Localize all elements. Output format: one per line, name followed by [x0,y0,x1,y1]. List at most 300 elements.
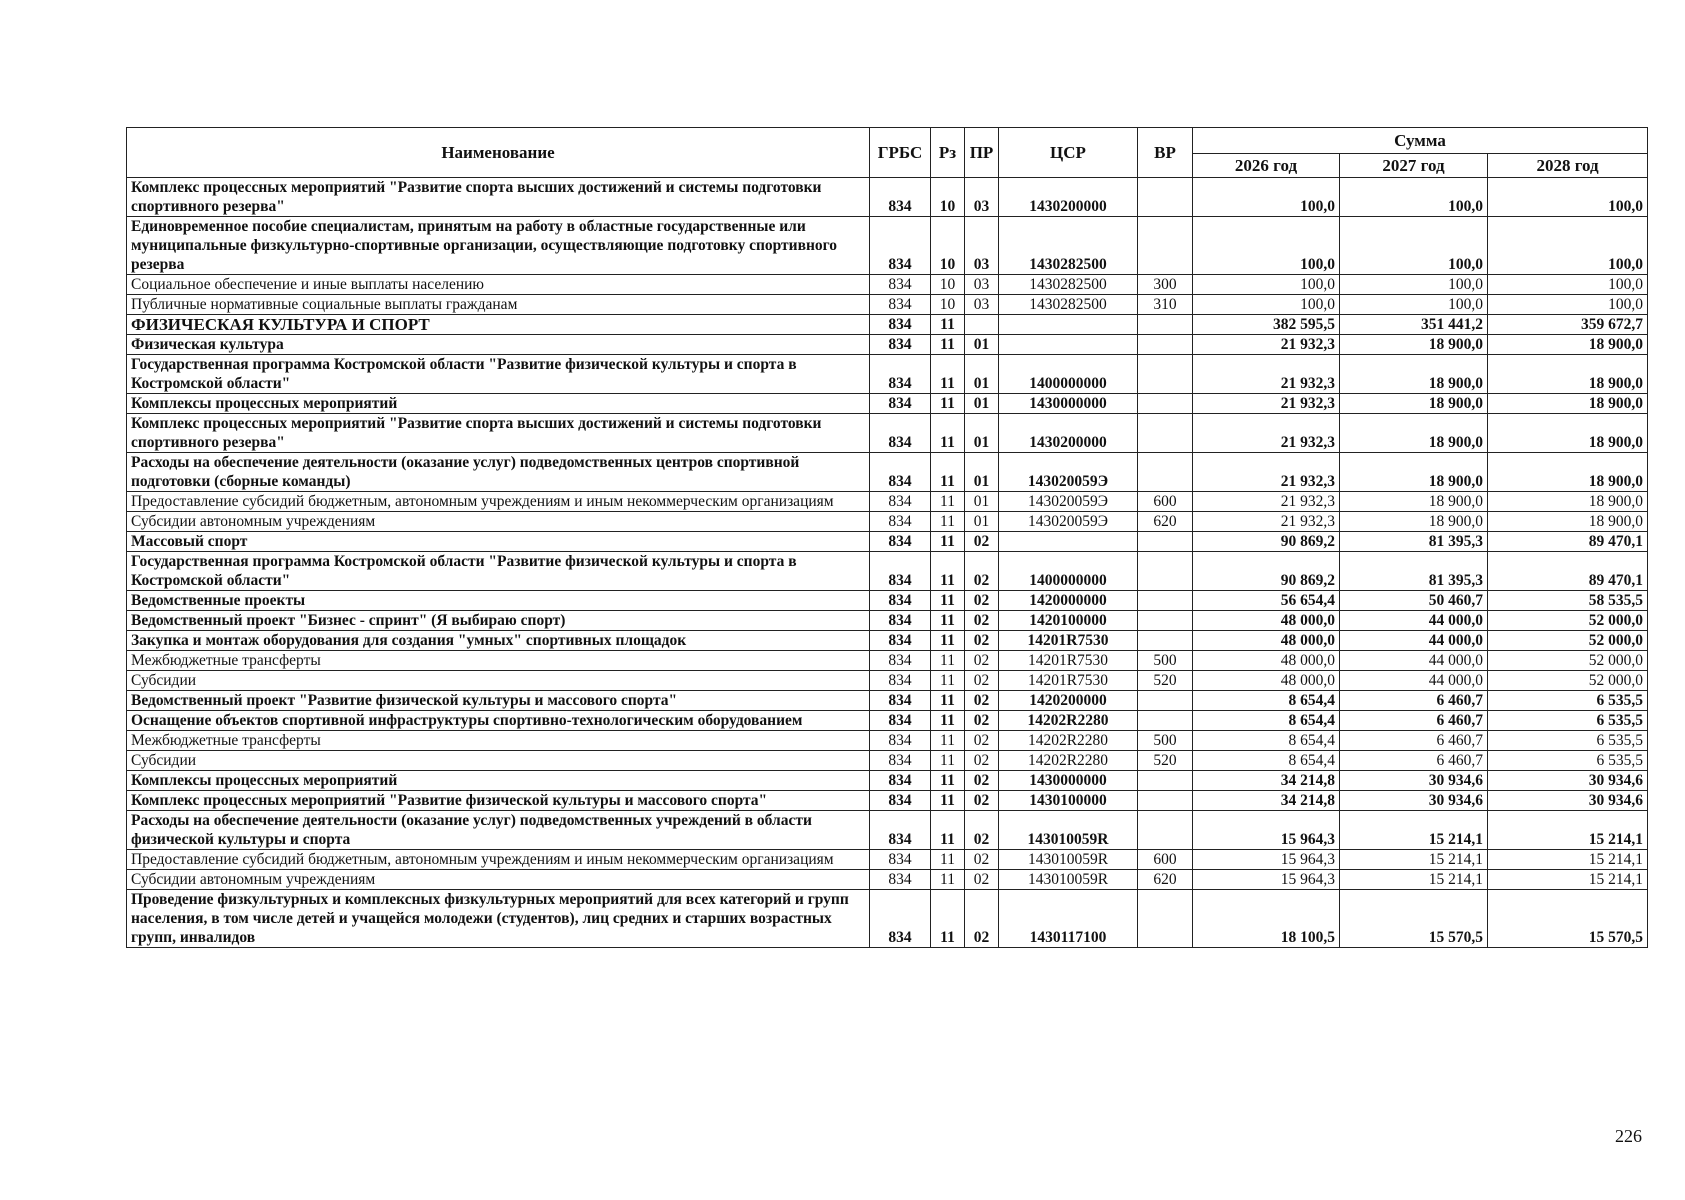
table-row [127,315,1648,335]
cell-2027: 100,0 [1340,178,1488,217]
table-row [127,850,1648,870]
cell-name: Субсидии [127,671,870,691]
cell-2027: 81 395,3 [1340,552,1488,591]
cell-csr: 1430282500 [999,275,1138,295]
cell-csr: 1430200000 [999,414,1138,453]
table-row [127,217,1648,275]
cell-csr: 143020059Э [999,453,1138,492]
cell-2026: 8 654,4 [1193,731,1340,751]
header-vr: ВР [1138,128,1193,178]
cell-rz: 11 [931,731,965,751]
cell-pr: 02 [965,671,999,691]
cell-name: Оснащение объектов спортивной инфраструктуры спортивно-технологическим оборудованием [127,711,870,731]
cell-rz: 10 [931,178,965,217]
cell-2027: 15 214,1 [1340,850,1488,870]
cell-csr: 14202R2280 [999,731,1138,751]
header-sum: Сумма [1193,128,1648,154]
cell-pr: 02 [965,711,999,731]
cell-grbs: 834 [870,611,931,631]
cell-2027: 100,0 [1340,295,1488,315]
header-2026: 2026 год [1193,154,1340,178]
table-row [127,711,1648,731]
table-row [127,335,1648,355]
cell-grbs: 834 [870,394,931,414]
cell-pr: 02 [965,870,999,890]
cell-rz: 11 [931,552,965,591]
table-row [127,611,1648,631]
cell-pr: 02 [965,552,999,591]
cell-pr: 01 [965,335,999,355]
cell-2028: 58 535,5 [1488,591,1648,611]
cell-grbs: 834 [870,791,931,811]
cell-grbs: 834 [870,178,931,217]
cell-rz: 11 [931,492,965,512]
cell-2028: 100,0 [1488,295,1648,315]
cell-2027: 81 395,3 [1340,532,1488,552]
cell-rz: 11 [931,315,965,335]
cell-csr: 14201R7530 [999,671,1138,691]
cell-pr: 02 [965,532,999,552]
cell-rz: 11 [931,711,965,731]
cell-pr: 02 [965,591,999,611]
cell-name: Комплекс процессных мероприятий "Развитие физической культуры и массового спорта" [127,791,870,811]
cell-2027: 6 460,7 [1340,751,1488,771]
cell-rz: 11 [931,453,965,492]
cell-2028: 89 470,1 [1488,532,1648,552]
cell-rz: 11 [931,850,965,870]
cell-rz: 11 [931,771,965,791]
cell-vr [1138,771,1193,791]
cell-2026: 21 932,3 [1193,394,1340,414]
cell-csr: 1430000000 [999,394,1138,414]
table-row [127,631,1648,651]
cell-2028: 18 900,0 [1488,414,1648,453]
cell-pr: 02 [965,691,999,711]
cell-2028: 89 470,1 [1488,552,1648,591]
cell-vr [1138,394,1193,414]
cell-2026: 15 964,3 [1193,811,1340,850]
cell-grbs: 834 [870,335,931,355]
table-row [127,870,1648,890]
cell-csr: 1430117100 [999,890,1138,948]
cell-2027: 15 570,5 [1340,890,1488,948]
cell-name: Комплексы процессных мероприятий [127,394,870,414]
cell-pr: 03 [965,275,999,295]
cell-name: Закупка и монтаж оборудования для создания "умных" спортивных площадок [127,631,870,651]
cell-2027: 30 934,6 [1340,771,1488,791]
table-row [127,811,1648,850]
cell-2026: 100,0 [1193,275,1340,295]
cell-pr: 01 [965,492,999,512]
cell-grbs: 834 [870,315,931,335]
cell-csr: 1430000000 [999,771,1138,791]
cell-2026: 34 214,8 [1193,771,1340,791]
cell-name: Единовременное пособие специалистам, принятым на работу в областные государственные или муниципальные физкультурно-спортивные организации, осуществляющие подготовку спортивного резерва [127,217,870,275]
cell-2026: 21 932,3 [1193,355,1340,394]
table-row [127,751,1648,771]
cell-2026: 21 932,3 [1193,335,1340,355]
cell-name: ФИЗИЧЕСКАЯ КУЛЬТУРА И СПОРТ [127,315,870,335]
cell-vr [1138,552,1193,591]
table-row [127,591,1648,611]
cell-csr: 1400000000 [999,552,1138,591]
cell-2027: 100,0 [1340,217,1488,275]
cell-name: Субсидии автономным учреждениям [127,870,870,890]
cell-grbs: 834 [870,731,931,751]
cell-2028: 52 000,0 [1488,611,1648,631]
cell-rz: 10 [931,295,965,315]
cell-pr: 02 [965,850,999,870]
header-grbs: ГРБС [870,128,931,178]
cell-2026: 382 595,5 [1193,315,1340,335]
cell-2027: 18 900,0 [1340,512,1488,532]
cell-2028: 15 214,1 [1488,811,1648,850]
cell-grbs: 834 [870,850,931,870]
cell-csr: 143010059R [999,850,1138,870]
cell-name: Межбюджетные трансферты [127,651,870,671]
cell-pr: 03 [965,217,999,275]
cell-pr: 02 [965,751,999,771]
cell-2026: 15 964,3 [1193,870,1340,890]
cell-rz: 11 [931,355,965,394]
cell-grbs: 834 [870,552,931,591]
cell-2026: 48 000,0 [1193,631,1340,651]
cell-2027: 44 000,0 [1340,631,1488,651]
cell-2026: 21 932,3 [1193,453,1340,492]
cell-grbs: 834 [870,751,931,771]
cell-2028: 18 900,0 [1488,512,1648,532]
cell-pr: 01 [965,414,999,453]
header-rz: Рз [931,128,965,178]
cell-name: Комплекс процессных мероприятий "Развитие спорта высших достижений и системы подготовки спортивного резерва" [127,178,870,217]
cell-2027: 50 460,7 [1340,591,1488,611]
cell-rz: 11 [931,691,965,711]
cell-rz: 11 [931,631,965,651]
table-row [127,771,1648,791]
cell-name: Комплексы процессных мероприятий [127,771,870,791]
cell-pr: 02 [965,631,999,651]
cell-vr [1138,453,1193,492]
cell-2028: 6 535,5 [1488,751,1648,771]
cell-pr: 02 [965,791,999,811]
cell-csr: 1430282500 [999,295,1138,315]
cell-2028: 18 900,0 [1488,355,1648,394]
cell-vr [1138,217,1193,275]
cell-csr [999,335,1138,355]
cell-csr: 143020059Э [999,492,1138,512]
cell-name: Проведение физкультурных и комплексных физкультурных мероприятий для всех категорий и групп населения, в том числе детей и учащейся молодежи (студентов), лиц средних и старших возрастных групп, инвалидов [127,890,870,948]
table-row [127,295,1648,315]
cell-grbs: 834 [870,492,931,512]
cell-2027: 18 900,0 [1340,453,1488,492]
table-row [127,532,1648,552]
cell-grbs: 834 [870,711,931,731]
cell-pr: 02 [965,731,999,751]
cell-csr: 14201R7530 [999,631,1138,651]
cell-2027: 18 900,0 [1340,394,1488,414]
table-row [127,414,1648,453]
cell-2027: 44 000,0 [1340,651,1488,671]
cell-2027: 15 214,1 [1340,870,1488,890]
cell-vr [1138,631,1193,651]
cell-2026: 21 932,3 [1193,414,1340,453]
cell-2027: 100,0 [1340,275,1488,295]
cell-csr: 1420100000 [999,611,1138,631]
cell-rz: 10 [931,217,965,275]
cell-2027: 15 214,1 [1340,811,1488,850]
table-row [127,512,1648,532]
cell-rz: 11 [931,532,965,552]
header-csr: ЦСР [999,128,1138,178]
cell-2028: 15 214,1 [1488,850,1648,870]
cell-vr [1138,414,1193,453]
cell-rz: 11 [931,611,965,631]
cell-grbs: 834 [870,671,931,691]
cell-csr: 1430200000 [999,178,1138,217]
cell-2027: 6 460,7 [1340,731,1488,751]
cell-2027: 6 460,7 [1340,691,1488,711]
table-row [127,890,1648,948]
table-row [127,275,1648,295]
cell-vr: 500 [1138,651,1193,671]
cell-csr: 1430100000 [999,791,1138,811]
cell-2026: 90 869,2 [1193,552,1340,591]
cell-pr: 03 [965,295,999,315]
cell-2028: 6 535,5 [1488,731,1648,751]
cell-grbs: 834 [870,355,931,394]
cell-rz: 11 [931,890,965,948]
cell-csr: 14202R2280 [999,751,1138,771]
cell-vr [1138,711,1193,731]
cell-grbs: 834 [870,870,931,890]
cell-2026: 48 000,0 [1193,611,1340,631]
table-row [127,791,1648,811]
cell-pr: 01 [965,394,999,414]
cell-grbs: 834 [870,771,931,791]
cell-name: Государственная программа Костромской области "Развитие физической культуры и спорта в Костромской области" [127,355,870,394]
cell-vr [1138,335,1193,355]
cell-grbs: 834 [870,295,931,315]
cell-2026: 56 654,4 [1193,591,1340,611]
cell-name: Субсидии автономным учреждениям [127,512,870,532]
cell-vr: 620 [1138,870,1193,890]
table-row [127,453,1648,492]
cell-2027: 18 900,0 [1340,355,1488,394]
cell-csr: 1420000000 [999,591,1138,611]
cell-name: Межбюджетные трансферты [127,731,870,751]
cell-pr: 01 [965,453,999,492]
header-2028: 2028 год [1488,154,1648,178]
cell-rz: 11 [931,512,965,532]
cell-2026: 15 964,3 [1193,850,1340,870]
table-row [127,731,1648,751]
cell-pr: 02 [965,811,999,850]
header-2027: 2027 год [1340,154,1488,178]
cell-rz: 11 [931,414,965,453]
cell-2026: 21 932,3 [1193,512,1340,532]
cell-rz: 10 [931,275,965,295]
cell-2028: 52 000,0 [1488,651,1648,671]
cell-2028: 18 900,0 [1488,335,1648,355]
cell-vr: 310 [1138,295,1193,315]
cell-2026: 34 214,8 [1193,791,1340,811]
cell-vr [1138,591,1193,611]
cell-2028: 30 934,6 [1488,791,1648,811]
cell-2027: 30 934,6 [1340,791,1488,811]
cell-grbs: 834 [870,414,931,453]
table-row [127,671,1648,691]
cell-vr [1138,178,1193,217]
cell-2026: 8 654,4 [1193,751,1340,771]
cell-rz: 11 [931,811,965,850]
cell-grbs: 834 [870,512,931,532]
cell-vr [1138,355,1193,394]
cell-name: Ведомственный проект "Развитие физической культуры и массового спорта" [127,691,870,711]
cell-pr: 02 [965,651,999,671]
table-row [127,691,1648,711]
table-row [127,355,1648,394]
cell-csr: 143010059R [999,811,1138,850]
cell-2026: 8 654,4 [1193,691,1340,711]
cell-2028: 18 900,0 [1488,453,1648,492]
cell-rz: 11 [931,394,965,414]
cell-name: Государственная программа Костромской области "Развитие физической культуры и спорта в Костромской области" [127,552,870,591]
cell-2028: 15 570,5 [1488,890,1648,948]
cell-vr [1138,532,1193,552]
cell-vr: 600 [1138,850,1193,870]
cell-name: Публичные нормативные социальные выплаты гражданам [127,295,870,315]
cell-2026: 100,0 [1193,295,1340,315]
table-body [127,178,1648,948]
cell-2026: 21 932,3 [1193,492,1340,512]
cell-2026: 100,0 [1193,178,1340,217]
cell-grbs: 834 [870,275,931,295]
cell-csr: 14201R7530 [999,651,1138,671]
cell-2028: 18 900,0 [1488,394,1648,414]
cell-csr: 1420200000 [999,691,1138,711]
table-row [127,394,1648,414]
cell-name: Расходы на обеспечение деятельности (оказание услуг) подведомственных центров спортивной подготовки (сборные команды) [127,453,870,492]
cell-csr: 143010059R [999,870,1138,890]
cell-grbs: 834 [870,453,931,492]
cell-csr: 1400000000 [999,355,1138,394]
cell-2026: 100,0 [1193,217,1340,275]
cell-vr: 520 [1138,751,1193,771]
cell-2028: 100,0 [1488,217,1648,275]
cell-vr [1138,791,1193,811]
cell-2028: 30 934,6 [1488,771,1648,791]
cell-2027: 44 000,0 [1340,611,1488,631]
cell-csr [999,315,1138,335]
cell-pr: 01 [965,355,999,394]
cell-rz: 11 [931,591,965,611]
cell-name: Социальное обеспечение и иные выплаты населению [127,275,870,295]
cell-2028: 52 000,0 [1488,631,1648,651]
cell-2027: 18 900,0 [1340,492,1488,512]
cell-pr: 01 [965,512,999,532]
cell-pr: 03 [965,178,999,217]
cell-2027: 18 900,0 [1340,335,1488,355]
cell-2027: 6 460,7 [1340,711,1488,731]
table-row [127,552,1648,591]
cell-pr: 02 [965,890,999,948]
header-pr: ПР [965,128,999,178]
header-name: Наименование [127,128,870,178]
cell-name: Предоставление субсидий бюджетным, автономным учреждениям и иным некоммерческим организациям [127,492,870,512]
cell-pr: 02 [965,611,999,631]
cell-name: Расходы на обеспечение деятельности (оказание услуг) подведомственных учреждений в области физической культуры и спорта [127,811,870,850]
cell-2028: 6 535,5 [1488,691,1648,711]
cell-grbs: 834 [870,811,931,850]
cell-name: Комплекс процессных мероприятий "Развитие спорта высших достижений и системы подготовки спортивного резерва" [127,414,870,453]
cell-name: Ведомственные проекты [127,591,870,611]
cell-vr: 520 [1138,671,1193,691]
table-row [127,178,1648,217]
cell-2028: 100,0 [1488,178,1648,217]
cell-grbs: 834 [870,217,931,275]
cell-rz: 11 [931,671,965,691]
cell-grbs: 834 [870,890,931,948]
cell-2028: 18 900,0 [1488,492,1648,512]
cell-2026: 90 869,2 [1193,532,1340,552]
cell-2026: 18 100,5 [1193,890,1340,948]
cell-2026: 48 000,0 [1193,651,1340,671]
cell-2028: 359 672,7 [1488,315,1648,335]
cell-vr [1138,611,1193,631]
cell-vr [1138,811,1193,850]
cell-2027: 44 000,0 [1340,671,1488,691]
cell-grbs: 834 [870,532,931,552]
cell-rz: 11 [931,335,965,355]
cell-rz: 11 [931,651,965,671]
table-header [127,128,1648,178]
cell-name: Физическая культура [127,335,870,355]
cell-vr: 300 [1138,275,1193,295]
cell-vr: 620 [1138,512,1193,532]
cell-2027: 351 441,2 [1340,315,1488,335]
cell-2026: 48 000,0 [1193,671,1340,691]
cell-2027: 18 900,0 [1340,414,1488,453]
cell-2028: 52 000,0 [1488,671,1648,691]
cell-csr: 1430282500 [999,217,1138,275]
cell-rz: 11 [931,870,965,890]
cell-pr: 02 [965,771,999,791]
cell-csr: 143020059Э [999,512,1138,532]
cell-csr [999,532,1138,552]
cell-2026: 8 654,4 [1193,711,1340,731]
cell-csr: 14202R2280 [999,711,1138,731]
table-row [127,651,1648,671]
cell-2028: 100,0 [1488,275,1648,295]
cell-grbs: 834 [870,631,931,651]
cell-grbs: 834 [870,591,931,611]
cell-vr [1138,890,1193,948]
cell-2028: 15 214,1 [1488,870,1648,890]
cell-vr [1138,315,1193,335]
page-number: 226 [1615,1126,1642,1146]
cell-vr: 500 [1138,731,1193,751]
cell-name: Предоставление субсидий бюджетным, автономным учреждениям и иным некоммерческим организациям [127,850,870,870]
table-row [127,492,1648,512]
cell-2028: 6 535,5 [1488,711,1648,731]
cell-rz: 11 [931,791,965,811]
cell-grbs: 834 [870,651,931,671]
cell-name: Субсидии [127,751,870,771]
cell-name: Ведомственный проект "Бизнес - спринт" (Я выбираю спорт) [127,611,870,631]
cell-pr [965,315,999,335]
cell-name: Массовый спорт [127,532,870,552]
cell-vr [1138,691,1193,711]
